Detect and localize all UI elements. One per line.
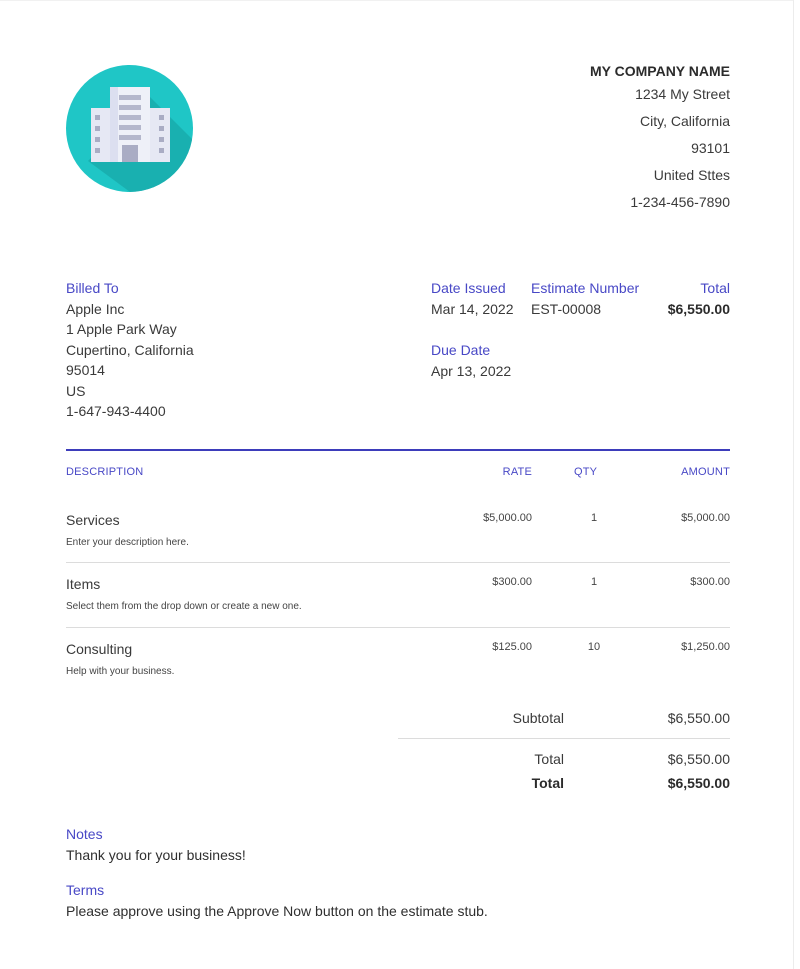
- item-amount: $300.00: [690, 576, 730, 588]
- item-qty: 10: [587, 641, 601, 653]
- company-country: United Sttes: [653, 167, 730, 183]
- row-divider: [66, 627, 730, 628]
- company-street: 1234 My Street: [635, 86, 730, 102]
- estimate-number-label: Estimate Number: [531, 280, 640, 296]
- due-date-value: Apr 13, 2022: [431, 362, 512, 379]
- company-info: [590, 61, 730, 216]
- due-date-block: [431, 340, 511, 381]
- subtotal-label: Subtotal: [512, 710, 564, 726]
- terms-label: Terms: [66, 882, 105, 898]
- table-row: [66, 512, 730, 576]
- grand-total-value: $6,550.00: [667, 775, 730, 791]
- billed-to-label: Billed To: [66, 280, 119, 296]
- terms-text: Please approve using the Approve Now button on the estimate stub.: [66, 903, 488, 919]
- item-description: Select them from the drop down or create a new one.: [66, 601, 302, 612]
- item-rate: $5,000.00: [483, 512, 532, 524]
- column-header-amount: AMOUNT: [681, 466, 730, 478]
- company-zip: 93101: [691, 140, 730, 156]
- company-phone: 1-234-456-7890: [630, 194, 730, 210]
- row-divider: [66, 562, 730, 563]
- due-date-label: Due Date: [431, 342, 491, 358]
- item-rate: $300.00: [492, 576, 532, 588]
- billed-to-section: [66, 278, 194, 422]
- grand-total-label: Total: [531, 775, 564, 791]
- header-total-value: $6,550.00: [667, 300, 730, 317]
- date-issued-value: Mar 14, 2022: [431, 300, 514, 317]
- company-name: MY COMPANY NAME: [589, 63, 730, 79]
- date-issued-block: [431, 278, 514, 319]
- header-total-label: Total: [700, 280, 730, 296]
- totals-divider: [398, 738, 730, 739]
- item-description: Help with your business.: [66, 666, 175, 677]
- item-qty: 1: [590, 576, 598, 588]
- item-qty: 1: [590, 512, 598, 524]
- column-header-rate: RATE: [502, 466, 532, 478]
- item-name: Services: [66, 512, 120, 528]
- header-total-block: [668, 278, 730, 319]
- date-issued-label: Date Issued: [431, 280, 506, 296]
- client-street: 1 Apple Park Way: [66, 321, 177, 337]
- total-value: $6,550.00: [667, 751, 730, 767]
- client-city: Cupertino, California: [66, 341, 194, 358]
- table-row: [66, 576, 730, 640]
- item-amount: $1,250.00: [681, 641, 730, 653]
- item-description: Enter your description here.: [66, 537, 189, 548]
- notes-label: Notes: [66, 826, 103, 842]
- table-top-rule: [66, 449, 730, 451]
- page-right-edge: [793, 0, 794, 969]
- client-name: Apple Inc: [66, 300, 125, 317]
- table-row: [66, 641, 730, 705]
- column-header-description: DESCRIPTION: [66, 466, 144, 478]
- notes-text: Thank you for your business!: [66, 847, 246, 863]
- client-zip: 95014: [66, 362, 105, 378]
- company-city: City, California: [640, 113, 730, 129]
- column-header-qty: QTY: [574, 466, 598, 478]
- total-label: Total: [534, 751, 564, 767]
- estimate-number-value: EST-00008: [531, 300, 602, 317]
- item-name: Items: [66, 576, 101, 592]
- client-phone: 1-647-943-4400: [66, 403, 166, 419]
- item-amount: $5,000.00: [681, 512, 730, 524]
- client-country: US: [66, 382, 86, 399]
- item-name: Consulting: [66, 641, 133, 657]
- office-building-icon: [66, 65, 193, 192]
- item-rate: $125.00: [492, 641, 532, 653]
- page-top-edge: [0, 0, 794, 1]
- subtotal-value: $6,550.00: [667, 710, 730, 726]
- estimate-number-block: [531, 278, 639, 319]
